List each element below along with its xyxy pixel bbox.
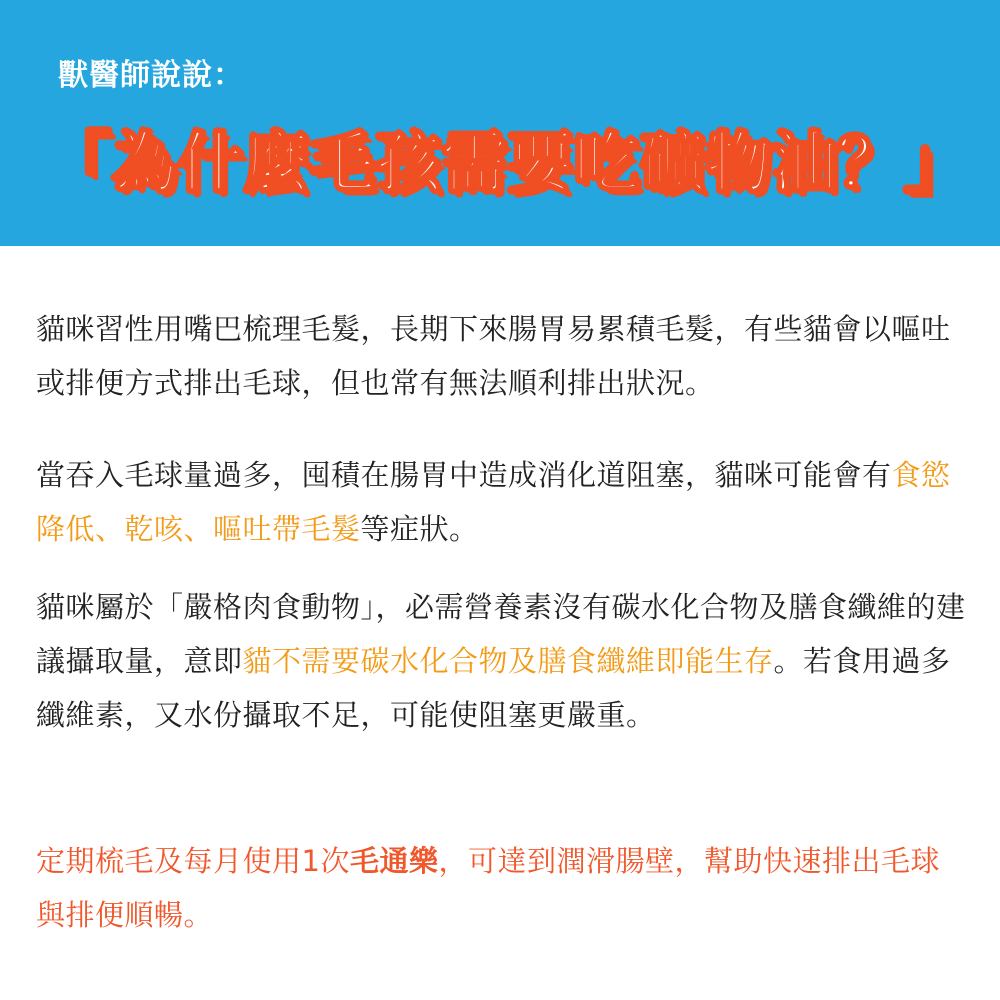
highlight-symptoms: 食慾降低、乾咳、嘔吐帶毛髮 [36, 458, 951, 546]
paragraph-symptoms [36, 448, 966, 556]
cta-text: 定期梳毛及每月使用1次 [36, 844, 350, 878]
paragraph-text: 等症狀。 [360, 512, 479, 546]
paragraph-grooming: 貓咪習性用嘴巴梳理毛髮，長期下來腸胃易累積毛髮，有些貓會以嘔吐或排便方式排出毛球，但也常有無法順利排出狀況。 [36, 312, 951, 400]
paragraph-text: 貓咪屬於「嚴格肉食動物」，必需營養素沒有碳水化合物及膳食纖維的建議攝取量，意即 [36, 590, 966, 678]
paragraph-carnivore [36, 580, 966, 742]
subtitle: 獸醫師說說： [58, 58, 244, 93]
product-name: 毛通樂 [349, 844, 439, 878]
page-title: 「為什麼毛孩需要吃礦物油？」 [46, 126, 971, 201]
call-to-action [36, 834, 966, 942]
paragraph-text: 當吞入毛球量過多，囤積在腸胃中造成消化道阻塞，貓咪可能會有 [36, 458, 892, 492]
cta-text: ，可達到潤滑腸壁，幫助快速排出毛球與排便順暢。 [36, 844, 940, 932]
header-banner [0, 0, 1000, 246]
paragraph-text: 。若食用過多纖維素，又水份攝取不足，可能使阻塞更嚴重。 [36, 644, 951, 732]
highlight-no-carbs: 貓不需要碳水化合物及膳食纖維即能生存 [242, 644, 774, 678]
